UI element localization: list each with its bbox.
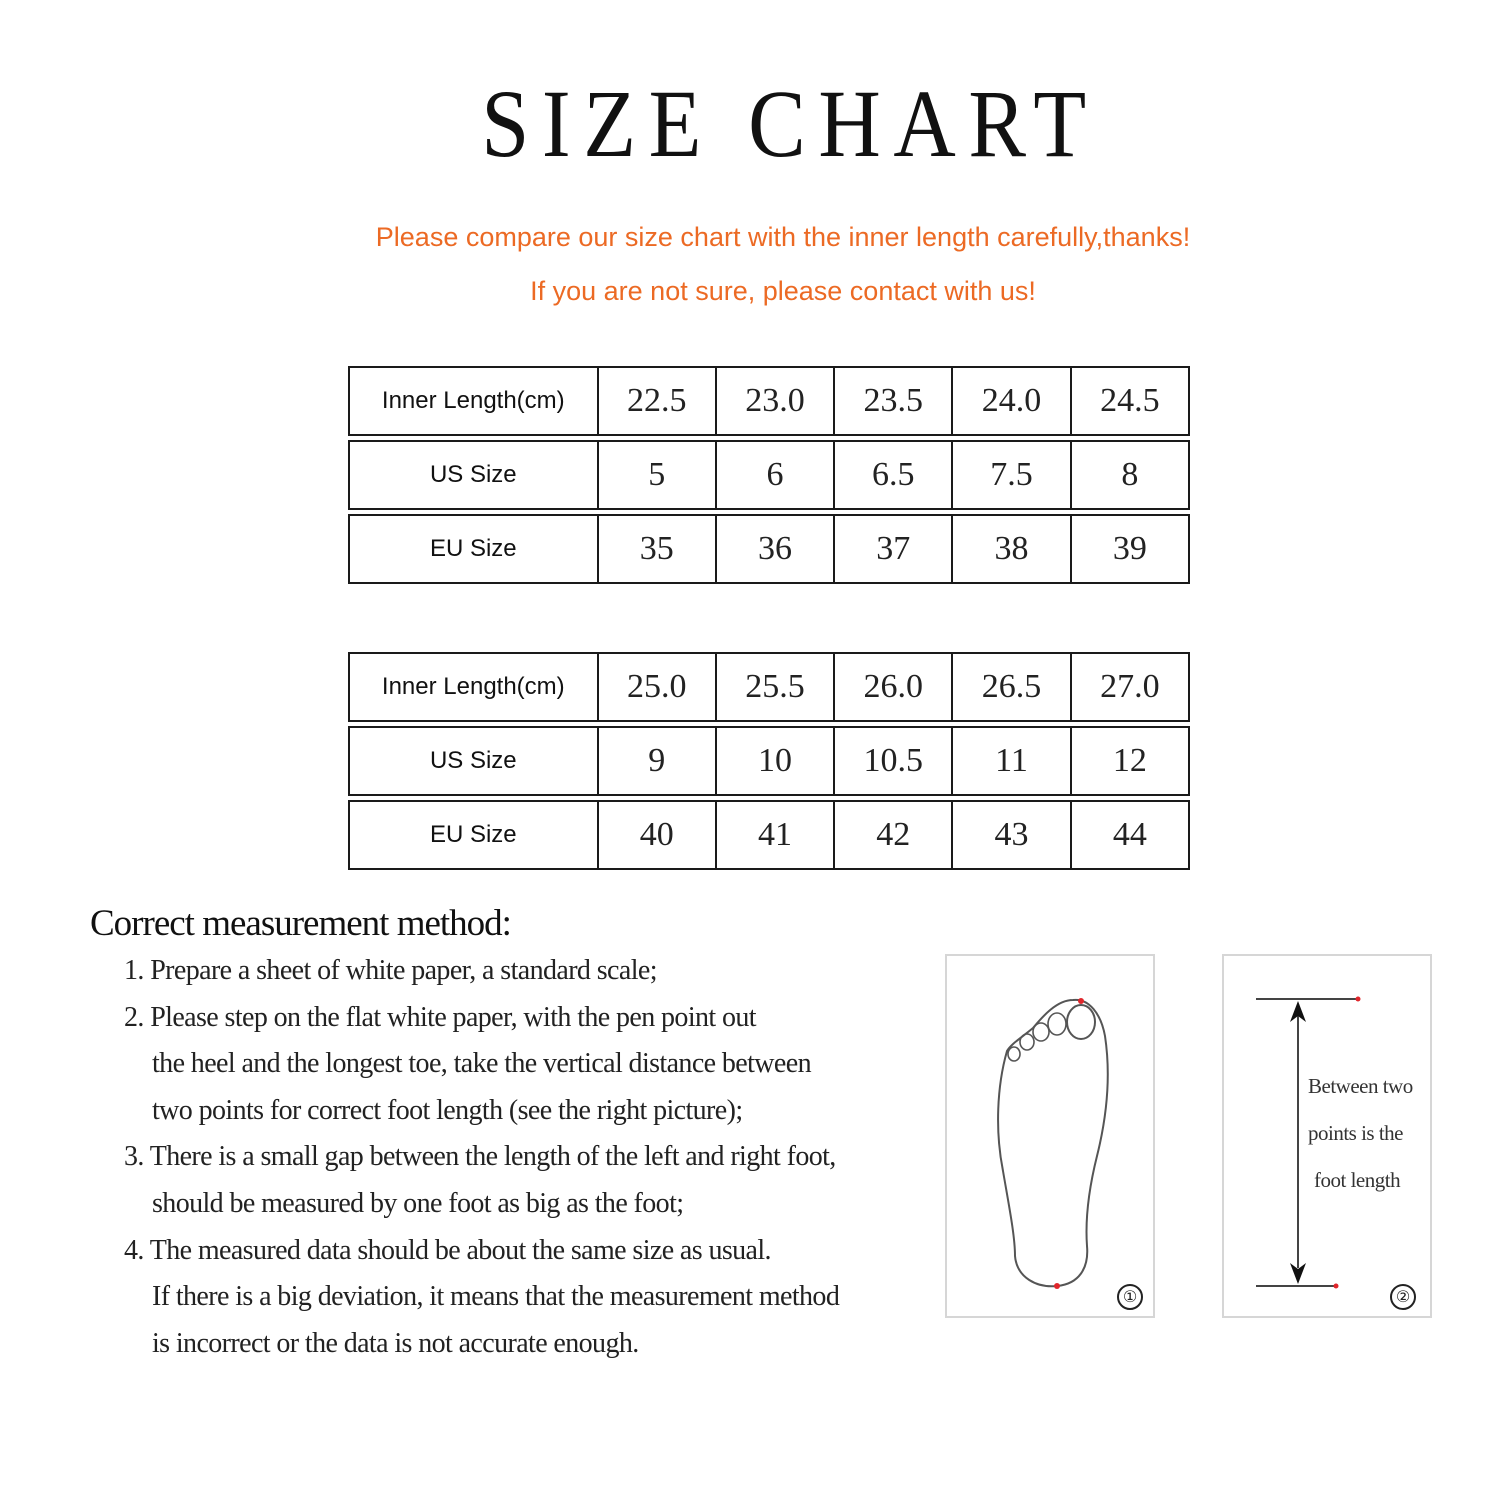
table-cell: 24.0 [953, 366, 1071, 436]
table-cell: 36 [717, 514, 835, 584]
table-row [348, 800, 1190, 870]
table-cell: 27.0 [1072, 652, 1190, 722]
step-line: 1. Prepare a sheet of white paper, a standard scale; [124, 955, 657, 986]
table-row [348, 652, 1190, 722]
table-cell: 26.0 [835, 652, 953, 722]
table-cell: 23.0 [717, 366, 835, 436]
figure-number-badge: ② [1390, 1284, 1416, 1310]
table-cell: 35 [599, 514, 717, 584]
length-figure [1222, 954, 1432, 1318]
table-cell: 38 [953, 514, 1071, 584]
table-cell: 40 [599, 800, 717, 870]
toe-marker [1078, 998, 1084, 1004]
table-cell: 8 [1072, 440, 1190, 510]
step-line: should be measured by one foot as big as the foot; [152, 1187, 684, 1219]
table-cell: 26.5 [953, 652, 1071, 722]
step-line: two points for correct foot length (see the right picture); [152, 1094, 743, 1126]
table-cell: 11 [953, 726, 1071, 796]
table-cell: 5 [599, 440, 717, 510]
table-cell: 43 [953, 800, 1071, 870]
page-title: SIZE CHART [481, 70, 1099, 177]
row-label: EU Size [348, 514, 599, 584]
step-line: the heel and the longest toe, take the vertical distance between [152, 1048, 811, 1080]
method-heading: Correct measurement method: [90, 903, 511, 944]
row-label: Inner Length(cm) [348, 366, 599, 436]
table-cell: 23.5 [835, 366, 953, 436]
table-row [348, 366, 1190, 436]
row-label: US Size [348, 440, 599, 510]
foot-figure [945, 954, 1155, 1318]
table-cell: 44 [1072, 800, 1190, 870]
size-table-2 [348, 648, 1190, 874]
table-cell: 10.5 [835, 726, 953, 796]
figure-number-badge: ① [1117, 1284, 1143, 1310]
table-cell: 37 [835, 514, 953, 584]
length-label-line: foot length [1314, 1168, 1401, 1192]
size-table-1 [348, 362, 1190, 588]
method-steps [124, 948, 924, 1367]
step-line: 3. There is a small gap between the length of the left and right foot, [124, 1141, 836, 1173]
foot-outline-icon [947, 956, 1153, 1316]
table-cell: 39 [1072, 514, 1190, 584]
notice-line-1: Please compare our size chart with the inner length carefully,thanks! [375, 222, 1191, 252]
length-label-line: points is the [1308, 1121, 1404, 1145]
table-row [348, 514, 1190, 584]
table-cell: 12 [1072, 726, 1190, 796]
row-label: Inner Length(cm) [348, 652, 599, 722]
table-cell: 24.5 [1072, 366, 1190, 436]
length-label-line: Between two [1308, 1074, 1413, 1098]
table-cell: 10 [717, 726, 835, 796]
step-line: If there is a big deviation, it means that the measurement method [152, 1281, 840, 1313]
row-label: US Size [348, 726, 599, 796]
heel-marker [1054, 1283, 1060, 1289]
row-label: EU Size [348, 800, 599, 870]
table-cell: 9 [599, 726, 717, 796]
table-cell: 25.5 [717, 652, 835, 722]
notice-line-2: If you are not sure, please contact with us! [530, 276, 1036, 306]
table-cell: 7.5 [953, 440, 1071, 510]
table-cell: 6.5 [835, 440, 953, 510]
table-cell: 42 [835, 800, 953, 870]
table-row [348, 440, 1190, 510]
table-row [348, 726, 1190, 796]
table-cell: 41 [717, 800, 835, 870]
table-cell: 22.5 [599, 366, 717, 436]
step-line: is incorrect or the data is not accurate enough. [152, 1327, 639, 1359]
table-cell: 25.0 [599, 652, 717, 722]
table-cell: 6 [717, 440, 835, 510]
step-line: 2. Please step on the flat white paper, with the pen point out [124, 1001, 756, 1033]
step-line: 4. The measured data should be about the same size as usual. [124, 1234, 771, 1266]
